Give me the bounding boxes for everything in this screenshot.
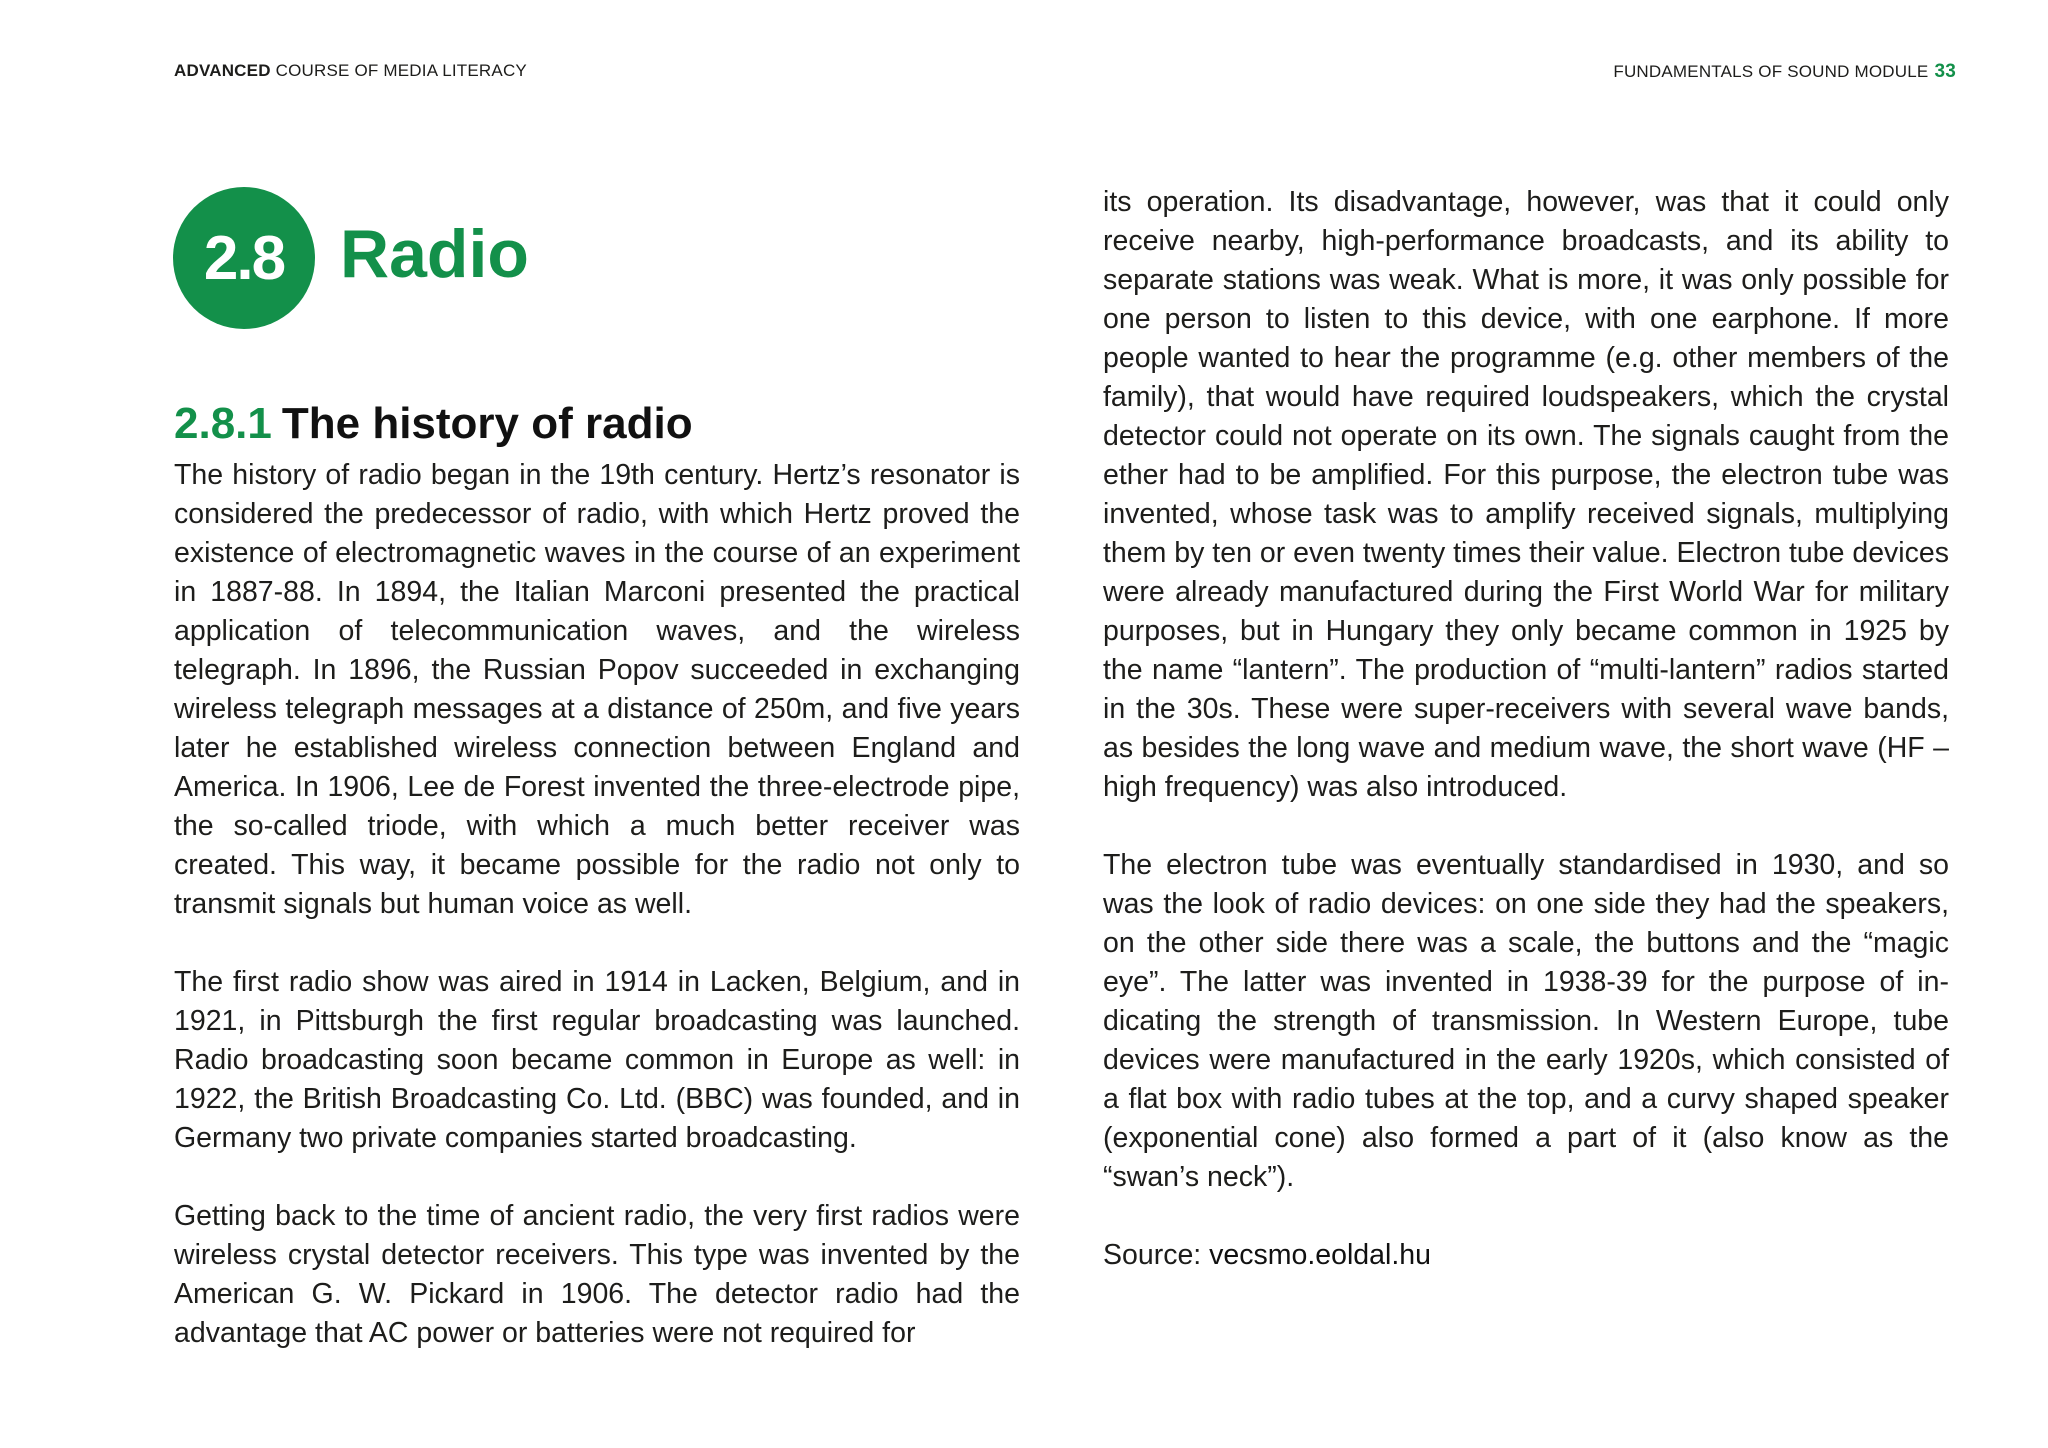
- paragraph: Getting back to the time of ancient radio, the very first radios were wireless crystal detector receivers. This type was invented by the American G. W. Pickard in 1906. The detector radio had the advantage that AC power or batteries were not required for: [174, 1200, 1020, 1349]
- source-label: Source:: [1103, 1239, 1202, 1271]
- paragraph: The electron tube was eventually standardised in 1930, and so was the look of radio devices: on one side they had the speakers, on the other side there was a scale, the buttons and the “magic eye”. The latter was invented in 1938-39 for the purpose of indicating the strength of transmission. In Western Europe, tube devices were manufactured in the early 1920s, which consisted of a flat box with radio tubes at the top, and a curvy shaped speaker (exponential cone) also formed a part of it (also know as the “swan’s neck”).: [1103, 849, 1949, 1193]
- source-line: [1103, 1236, 1949, 1275]
- subsection-number: 2.8.1: [174, 399, 272, 448]
- right-text-column: [1103, 183, 1949, 1275]
- header-course-name: COURSE OF MEDIA LITERACY: [275, 61, 527, 80]
- section-number-badge: 2.8: [173, 187, 315, 329]
- subsection-heading: [174, 400, 693, 448]
- header-course-level: ADVANCED: [174, 61, 271, 80]
- page-number: 33: [1934, 61, 1956, 82]
- paragraph: The history of radio began in the 19th century. Hertz’s resonator is considered the predecessor of radio, with which Hertz proved the existence of electromagnetic waves in the course of an experiment in 1887-88. In 1894, the Italian Marconi presented the practical application of telecommunication waves, and the wireless telegraph. In 1896, the Russian Popov succeeded in exchanging wireless telegraph messages at a distance of 250m, and five years later he established wireless connection between England and America. In 1906, Lee de Forest invented the three-electrode pipe, the so-called triode, with which a much better receiver was created. This way, it became possible for the radio not only to transmit signals but human voice as well.: [174, 459, 1020, 920]
- source-link[interactable]: vecsmo.eoldal.hu: [1209, 1239, 1431, 1271]
- header-module-name: FUNDAMENTALS OF SOUND MODULE: [1613, 62, 1929, 81]
- left-text-column: [174, 456, 1020, 1353]
- subsection-title: The history of radio: [281, 399, 693, 448]
- running-header-right: [1613, 61, 1956, 83]
- running-header-left: [174, 61, 527, 81]
- section-title: Radio: [340, 216, 529, 292]
- paragraph: The first radio show was aired in 1914 in Lacken, Belgium, and in 1921, in Pittsburgh the first regular broadcasting was launched. Radio broadcasting soon became common in Europe as well: in 1922, the British Broadcasting Co. Ltd. (BBC) was founded, and in Germany two private companies started broadcasting.: [174, 966, 1020, 1154]
- paragraph: its operation. Its disadvantage, however, was that it could only receive nearby, high-performance broadcasts, and its ability to separate stations was weak. What is more, it was only possible for one person to listen to this device, with one earphone. If more people wanted to hear the programme (e.g. other members of the family), that would have required loudspeakers, which the crystal detector could not operate on its own. The signals caught from the ether had to be amplified. For this purpose, the electron tube was invented, whose task was to amplify received signals, multiplying them by ten or even twenty times their value. Electron tube devices were already manufactured during the First World War for military purposes, but in Hungary they only became common in 1925 by the name “lantern”. The production of “multi-lantern” radios started in the 30s. These were super-receivers with several wave bands, as besides the long wave and medium wave, the short wave (HF – high frequency) was also introduced.: [1103, 186, 1949, 803]
